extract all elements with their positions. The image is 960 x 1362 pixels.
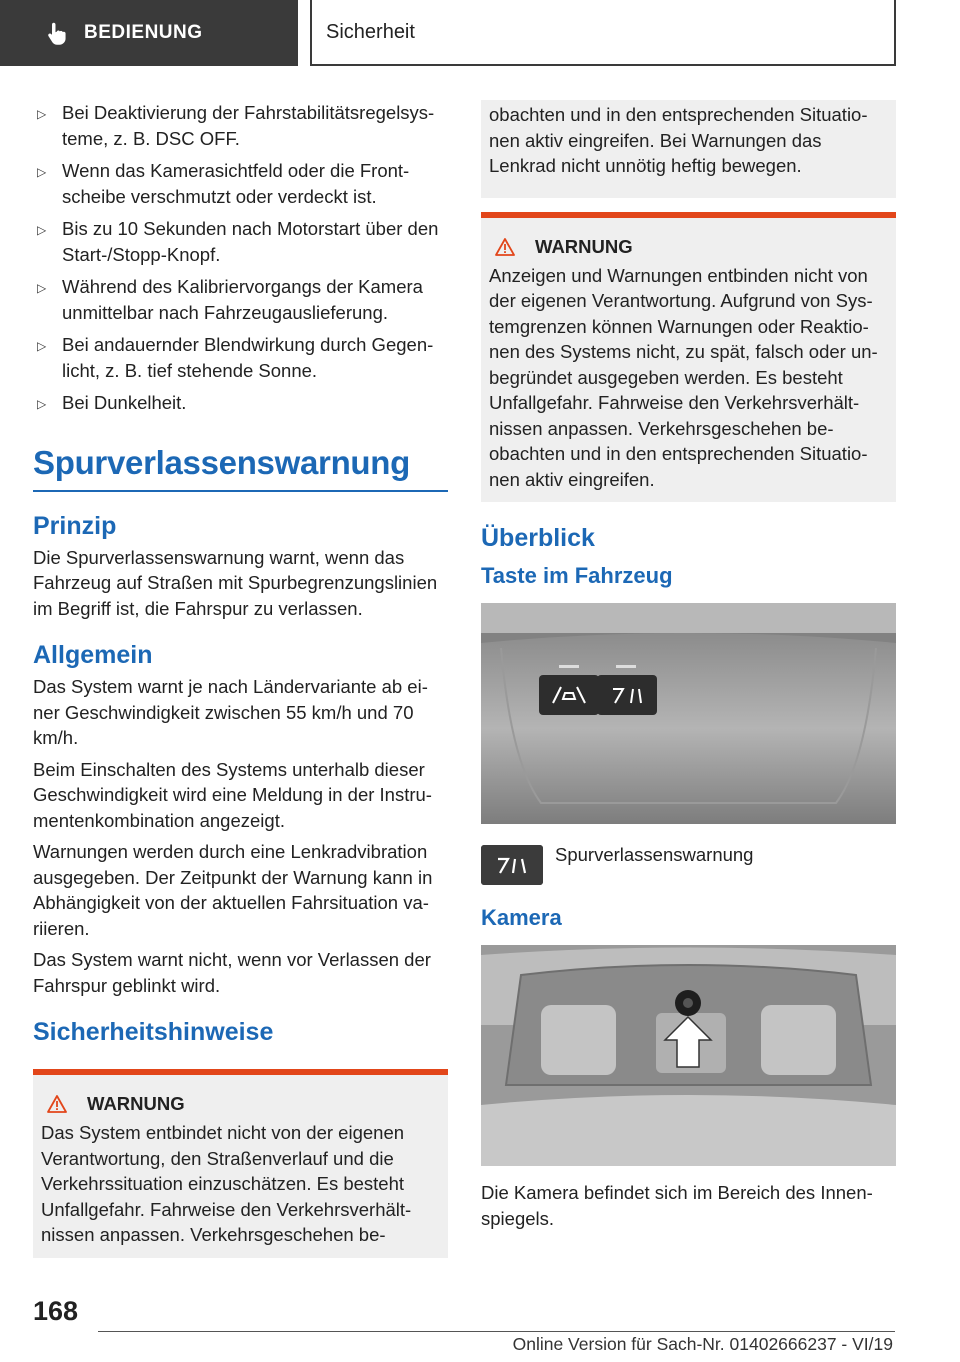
footer-divider [98,1331,895,1332]
warning-text: Das System entbindet nicht von der eigenen Verantwortung, den Straßenverlauf und die Verkehrssituation einzuschätzen. Es besteht Unfallgefahr. Fahrweise den Verkehrsverhält-nissen anpassen. Verkehrsgeschehen be- [41,1122,412,1245]
list-item: ▷ Bei Deaktivierung der Fahrstabilitätsregelsys-teme, z. B. DSC OFF. [37,102,435,149]
page-number: 168 [33,1296,79,1326]
warning-label: WARNUNG [87,1093,185,1114]
triangle-bullet-icon: ▷ [37,223,47,237]
page-title: Spurverlassenswarnung [33,444,448,492]
warning-header [41,1093,440,1115]
allgemein-paragraph: Warnungen werden durch eine Lenkradvibration ausgegeben. Der Zeitpunkt der Warnung kann in Abhängigkeit von der aktuellen Fahrsituation va-riieren. [33,841,433,939]
list-item: ▷ Bei Dunkelheit. [33,390,448,416]
triangle-bullet-icon: ▷ [37,397,47,411]
button-legend-label: Spurverlassenswarnung [555,844,754,865]
prinzip-heading: Prinzip [33,511,117,540]
warning-triangle-icon [47,1095,67,1113]
taste-heading: Taste im Fahrzeug [481,563,673,588]
continued-warning-text: obachten und in den entsprechenden Situatio-nen aktiv eingreifen. Bei Warnungen das Lenkrad nicht unnötig heftig bewegen. [489,104,868,176]
warning-triangle-icon [495,238,515,256]
allgemein-paragraph: Das System warnt je nach Ländervariante ab ei-ner Geschwindigkeit zwischen 55 km/h und 70 km/h. [33,676,428,748]
warning-box [481,212,896,503]
allgemein-paragraph: Das System warnt nicht, wenn vor Verlassen der Fahrspur geblinkt wird. [33,949,431,996]
warning-box [33,1069,448,1258]
button-legend [481,842,896,885]
list-item: ▷ Bis zu 10 Sekunden nach Motorstart über den Start-/Stopp-Knopf. [37,218,439,265]
warning-label: WARNUNG [535,235,633,257]
chapter-tab [310,0,896,66]
page-header [0,0,960,66]
ueberblick-heading: Überblick [481,524,595,552]
lane-departure-button-icon [481,845,543,885]
camera-caption: Die Kamera befindet sich im Bereich des Innen-spiegels. [481,1182,873,1229]
triangle-bullet-icon: ▷ [37,165,47,179]
safety-heading: Sicherheitshinweise [33,1018,274,1046]
footer-online-version: Online Version für Sach-Nr. 01402666237 - VI/19 [512,1334,893,1354]
allgemein-heading: Allgemein [33,641,153,669]
list-item: ▷ Während des Kalibriervorgangs der Kamera unmittelbar nach Fahrzeugauslieferung. [37,276,423,323]
section-tab [0,0,298,66]
warning-text: Anzeigen und Warnungen entbinden nicht von der eigenen Verantwortung. Aufgrund von Sys-temgrenzen können Warnungen oder Reaktio-nen des Systems nicht, zu spät, falsch oder un-begründet ausgegeben werden. Es besteht Unfallgefahr. Fahrweise den Verkehrsverhält-nissen anpassen. Verkehrsgeschehen be-obachten und in den entsprechenden Situatio-nen aktiv eingreifen. [489,264,878,490]
list-item: ▷ Bei andauernder Blendwirkung durch Gegen-licht, z. B. tief stehende Sonne. [37,334,434,381]
button-photo [481,603,896,824]
hand-pointer-icon [44,20,70,46]
continued-warning-box [481,100,896,198]
warning-header [489,236,888,258]
triangle-bullet-icon: ▷ [37,281,47,295]
triangle-bullet-icon: ▷ [37,107,47,121]
triangle-bullet-icon: ▷ [37,339,47,353]
left-column [33,100,448,1258]
condition-list [33,100,448,416]
section-label: BEDIENUNG [84,22,203,43]
prinzip-text: Die Spurverlassenswarnung warnt, wenn das Fahrzeug auf Straßen mit Spurbegrenzungslinien im Begriff ist, die Fahrspur zu verlassen. [33,546,438,619]
chapter-label: Sicherheit [326,20,415,43]
list-item: ▷ Wenn das Kamerasichtfeld oder die Front-scheibe verschmutzt oder verdeckt ist. [37,160,410,207]
right-column [481,100,896,1231]
camera-photo [481,945,896,1166]
allgemein-paragraph: Beim Einschalten des Systems unterhalb dieser Geschwindigkeit wird eine Meldung in der Instru-mentenkombination angezeigt. [33,758,432,831]
kamera-heading: Kamera [481,905,562,930]
